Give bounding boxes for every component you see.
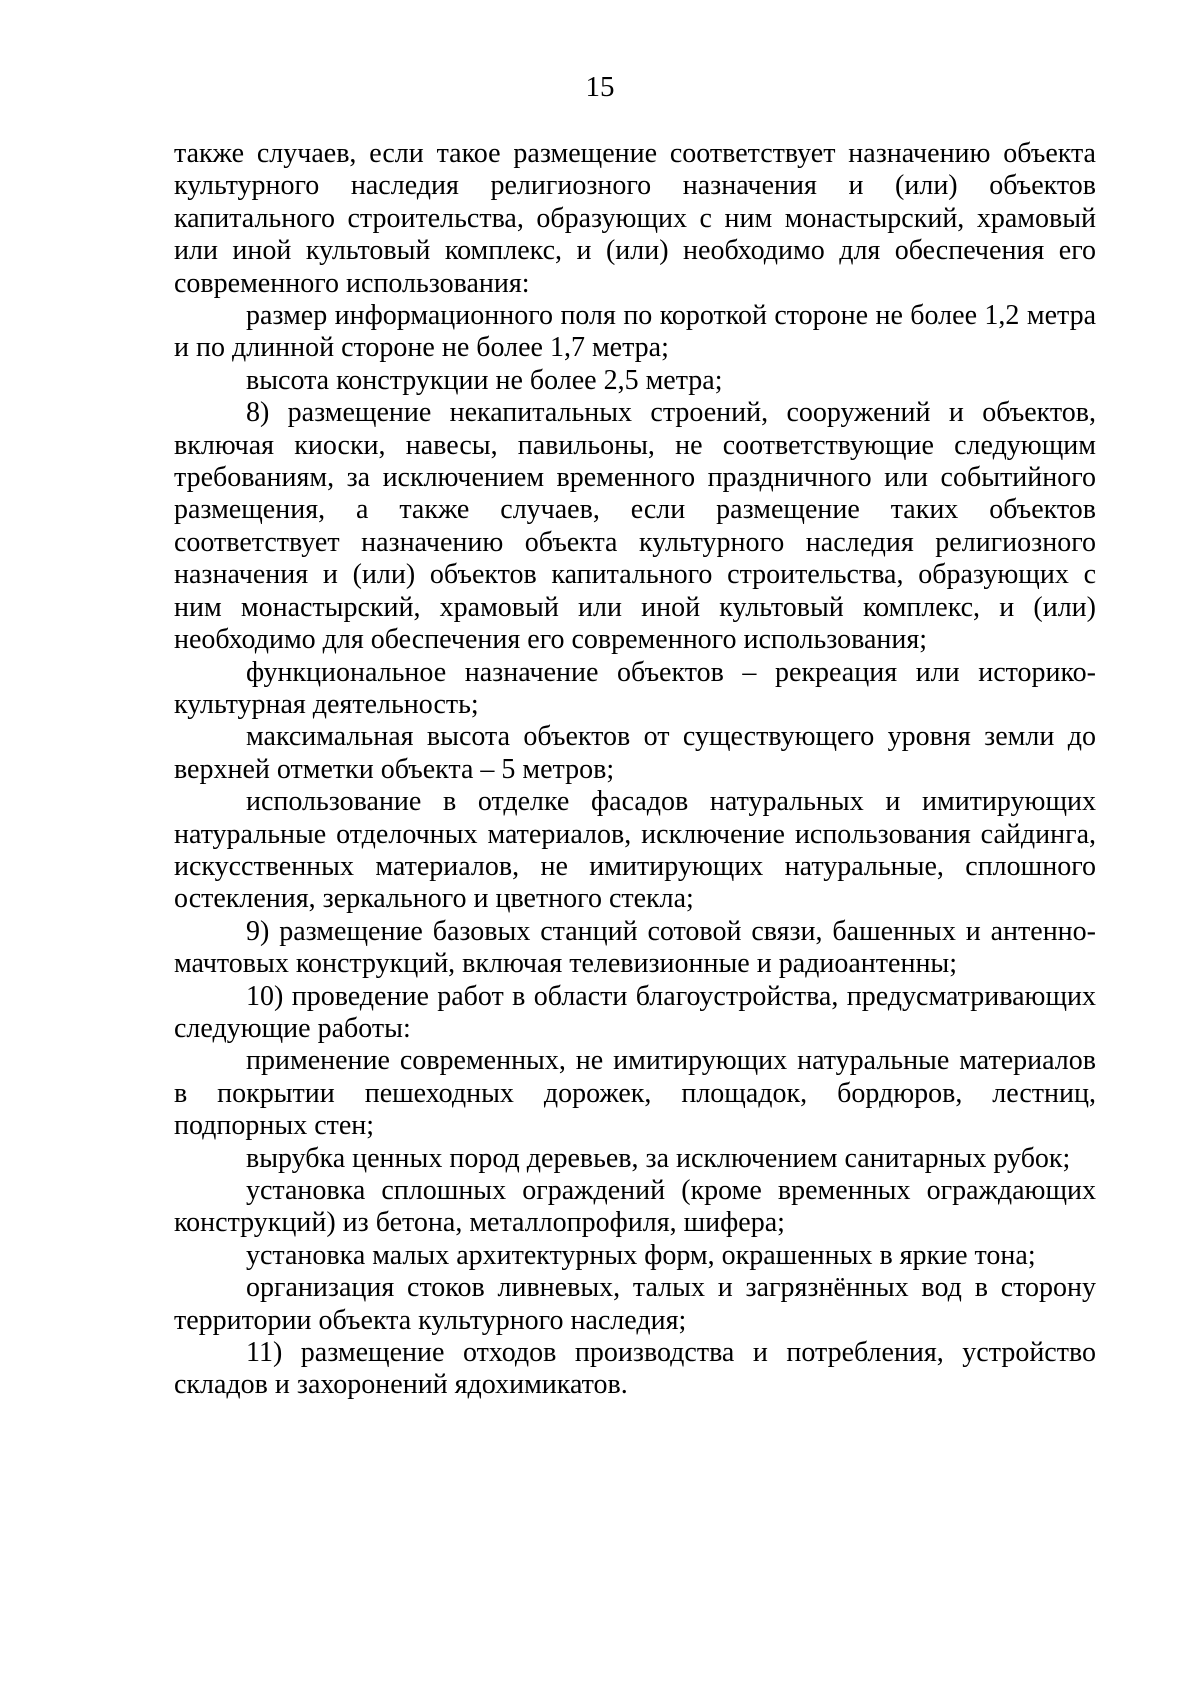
paragraph-max-height: максимальная высота объектов от существующего уровня земли до верхней отметки объекта – 5 метров;	[174, 721, 1096, 785]
paragraph-fences: установка сплошных ограждений (кроме временных ограждающих конструкций) из бетона, металлопрофиля, шифера;	[174, 1175, 1096, 1239]
paragraph-item-11: 11) размещение отходов производства и потребления, устройство складов и захоронений ядохимикатов.	[174, 1337, 1096, 1401]
paragraph-item-10: 10) проведение работ в области благоустройства, предусматривающих следующие работы:	[174, 980, 1096, 1044]
paragraph-modern-materials: применение современных, не имитирующих натуральные материалов в покрытии пешеходных дорожек, площадок, бордюров, лестниц, подпорных стен;	[174, 1045, 1096, 1142]
paragraph-item-9: 9) размещение базовых станций сотовой связи, башенных и антенно-мачтовых конструкций, включая телевизионные и радиоантенны;	[174, 915, 1096, 980]
paragraph-construction-height: высота конструкции не более 2,5 метра;	[246, 364, 723, 396]
page-number: 15	[585, 71, 615, 103]
paragraph-item-8: 8) размещение некапитальных строений, сооружений и объектов, включая киоски, навесы, павильоны, не соответствующие следующим требованиям, за исключением временного праздничного или событийного размещения, а также случаев, если размещение таких объектов соответствует назначению объекта культурного наследия религиозного назначения и (или) объектов капитального строительства, образующих с ним монастырский, храмовый или иной культовый комплекс, и (или) необходимо для обеспечения его современного использования;	[174, 397, 1096, 656]
paragraph-small-forms: установка малых архитектурных форм, окрашенных в яркие тона;	[246, 1239, 1036, 1271]
paragraph-continuation: также случаев, если такое размещение соответствует назначению объекта культурного наследия религиозного назначения и (или) объектов капитального строительства, образующих с ним монастырский, храмовый или иной культовый комплекс, и (или) необходимо для обеспечения его современного использования:	[174, 138, 1096, 299]
paragraph-info-field-size: размер информационного поля по короткой стороне не более 1,2 метра и по длинной стороне не более 1,7 метра;	[174, 300, 1096, 364]
document-body	[174, 138, 1096, 1402]
paragraph-tree-felling: вырубка ценных пород деревьев, за исключением санитарных рубок;	[246, 1142, 1071, 1174]
paragraph-facade-materials: использование в отделке фасадов натуральных и имитирующих натуральные отделочных материалов, исключение использования сайдинга, искусственных материалов, не имитирующих натуральные, сплошного остекления, зеркального и цветного стекла;	[174, 786, 1096, 915]
paragraph-functional-purpose: функциональное назначение объектов – рекреация или историко-культурная деятельность;	[174, 656, 1096, 720]
paragraph-drainage: организация стоков ливневых, талых и загрязнённых вод в сторону территории объекта культурного наследия;	[174, 1272, 1096, 1336]
